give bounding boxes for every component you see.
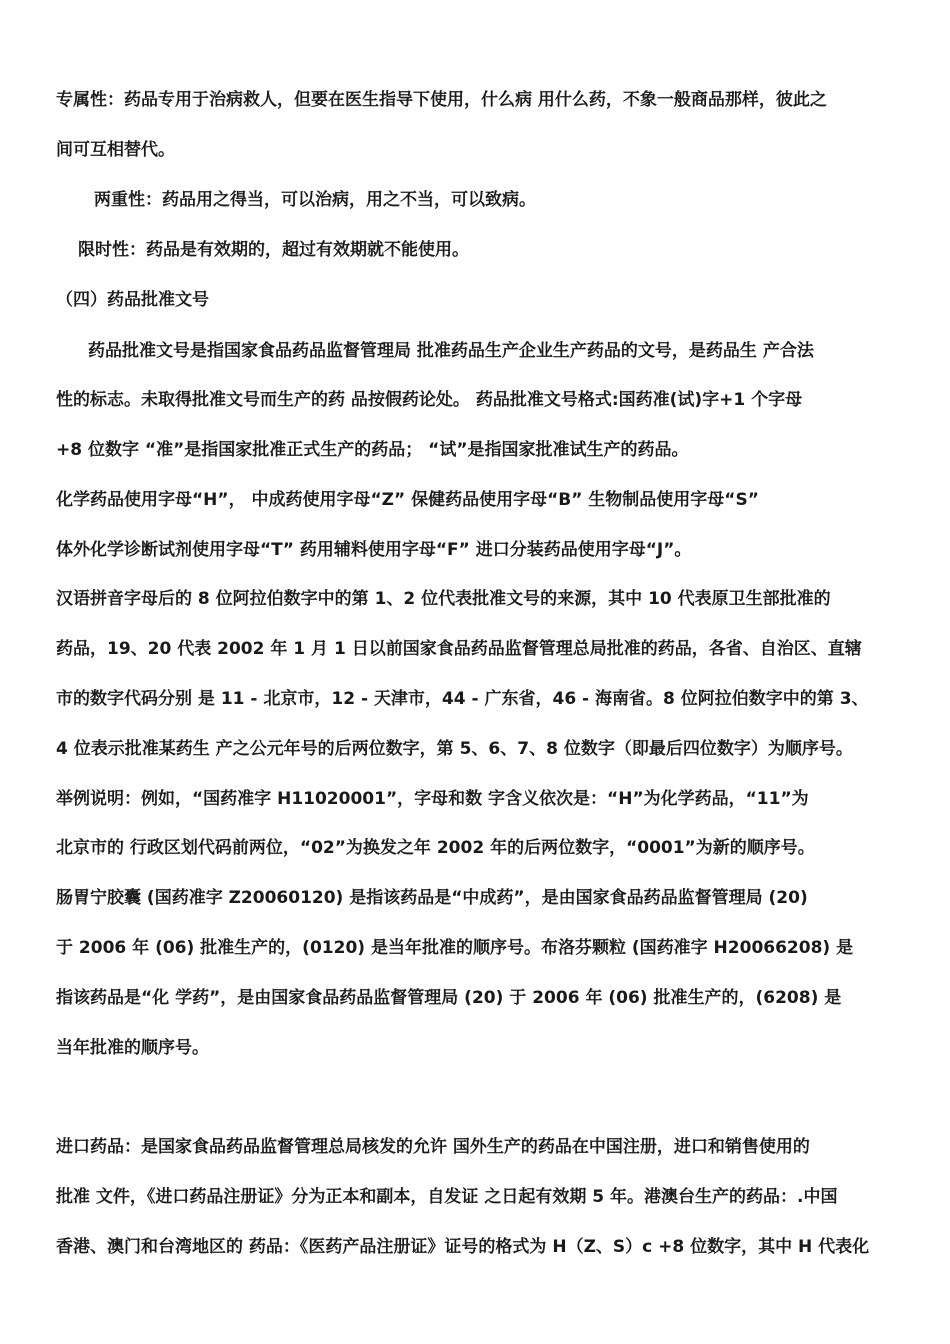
text-line: 肠胃宁胶囊 (国药准字 Z20060120) 是指该药品是“中成药”，是由国家食品药品监督管理局 (20): [56, 888, 808, 908]
text-line: 体外化学诊断试剂使用字母“T” 药用辅料使用字母“F” 进口分装药品使用字母“J”。: [56, 540, 692, 560]
text-line: 药品，19、20 代表 2002 年 1 月 1 日以前国家食品药品监督管理总局批准的药品，各省、自治区、直辖: [56, 639, 862, 659]
text-line: 批准 文件，《进口药品注册证》分为正本和副本，自发证 之日起有效期 5 年。港澳台生产的药品：.中国: [56, 1187, 838, 1207]
text-line: 举例说明：例如，“国药准字 H11020001”，字母和数 字含义依次是：“H”为化学药品，“11”为: [56, 789, 809, 809]
text-line: 市的数字代码分别 是 11 - 北京市，12 - 天津市，44 - 广东省，46 - 海南省。8 位阿拉伯数字中的第 3、: [56, 689, 869, 709]
text-line: +8 位数字 “准”是指国家批准正式生产的药品； “试”是指国家批准试生产的药品。: [56, 440, 689, 460]
text-line: 间可互相替代。: [56, 140, 175, 160]
text-line: 两重性：药品用之得当，可以治病，用之不当，可以致病。: [94, 190, 536, 210]
text-line: 于 2006 年 (06) 批准生产的，(0120) 是当年批准的顺序号。布洛芬颗粒 (国药准字 H20066208) 是: [56, 938, 854, 958]
text-line: 北京市的 行政区划代码前两位，“02”为换发之年 2002 年的后两位数字，“0001”为新的顺序号。: [56, 838, 815, 858]
text-line: 限时性：药品是有效期的，超过有效期就不能使用。: [78, 240, 469, 260]
text-line: 当年批准的顺序号。: [56, 1038, 209, 1058]
text-line: 化学药品使用字母“H”， 中成药使用字母“Z” 保健药品使用字母“B” 生物制品使用字母“S”: [56, 490, 759, 510]
text-line: 性的标志。未取得批准文号而生产的药 品按假药论处。 药品批准文号格式:国药准(试)字+1 个字母: [56, 390, 803, 410]
section-heading: （四）药品批准文号: [56, 290, 209, 310]
text-line: 进口药品：是国家食品药品监督管理总局核发的允许 国外生产的药品在中国注册，进口和销售使用的: [56, 1137, 810, 1157]
text-line: 4 位表示批准某药生 产之公元年号的后两位数字，第 5、6、7、8 位数字（即最后四位数字）为顺序号。: [56, 739, 853, 759]
text-line: 专属性：药品专用于治病救人，但要在医生指导下使用，什么病 用什么药，不象一般商品那样，彼此之: [56, 90, 827, 110]
text-line: 汉语拼音字母后的 8 位阿拉伯数字中的第 1、2 位代表批准文号的来源，其中 10 代表原卫生部批准的: [56, 589, 831, 609]
text-line: 指该药品是“化 学药”，是由国家食品药品监督管理局 (20) 于 2006 年 (06) 批准生产的，(6208) 是: [56, 988, 842, 1008]
text-line: 药品批准文号是指国家食品药品监督管理局 批准药品生产企业生产药品的文号，是药品生 产合法: [88, 341, 814, 361]
text-line: 香港、澳门和台湾地区的 药品：《医药产品注册证》证号的格式为 H（Z、S）c +8 位数字，其中 H 代表化: [56, 1237, 870, 1257]
